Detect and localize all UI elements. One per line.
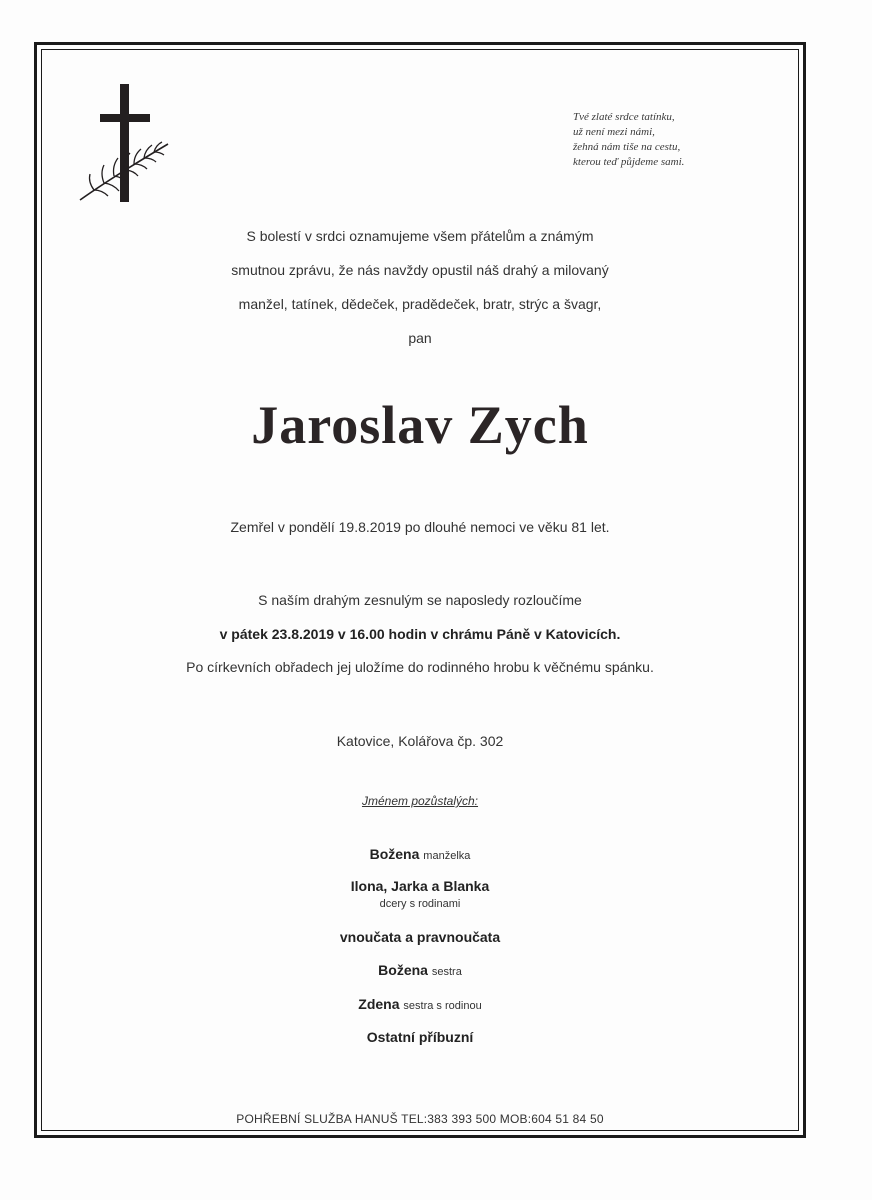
poem-line: Tvé zlaté srdce tatínku, [573,111,675,123]
poem-line: už není mezi námi, [573,126,655,138]
survivor-name: Božena [369,846,420,862]
poem-line: kterou teď půjdeme sami. [573,156,685,168]
deceased-name: Jaroslav Zych [251,395,589,455]
poem-line: žehná nám tiše na cestu, [573,141,681,153]
survivor-name: Ostatní příbuzní [366,1029,474,1045]
address: Katovice, Kolářova čp. 302 [336,733,504,749]
survivor-relation: sestra [431,966,462,978]
survivor-entry [41,996,799,1012]
cross-with-palm-icon [74,84,174,208]
survivor-name: Ilona, Jarka a Blanka [350,878,490,894]
survivor-relation: sestra s rodinou [403,1000,482,1012]
survivor-name: Božena [378,962,428,978]
funeral-line-2: v pátek 23.8.2019 v 16.00 hodin v chrámu Páně v Katovicích. [219,626,621,642]
survivor-relation: dcery s rodinami [379,898,461,910]
survivor-entry [41,846,799,862]
intro-line-2: smutnou zprávu, že nás navždy opustil náš drahý a milovaný [231,262,609,278]
intro-line-3: manžel, tatínek, dědeček, pradědeček, bratr, strýc a švagr, [238,296,602,312]
intro-line-1: S bolestí v srdci oznamujeme všem přátelům a známým [246,228,594,244]
survivor-relation: manželka [423,850,471,862]
memorial-poem [573,110,773,170]
death-notice: Zemřel v pondělí 19.8.2019 po dlouhé nemoci ve věku 81 let. [230,519,610,535]
survivors-heading: Jménem pozůstalých: [361,794,479,808]
intro-line-4: pan [408,330,432,346]
funeral-line-3: Po církevních obřadech jej uložíme do rodinného hrobu k věčnému spánku. [186,659,654,675]
survivor-entry [41,962,799,978]
funeral-service-footer: POHŘEBNÍ SLUŽBA HANUŠ TEL:383 393 500 MOB:604 51 84 50 [236,1112,604,1126]
funeral-line-1: S naším drahým zesnulým se naposledy rozloučíme [258,592,582,608]
survivor-name: vnoučata a pravnoučata [339,929,501,945]
survivor-name: Zdena [358,996,400,1012]
